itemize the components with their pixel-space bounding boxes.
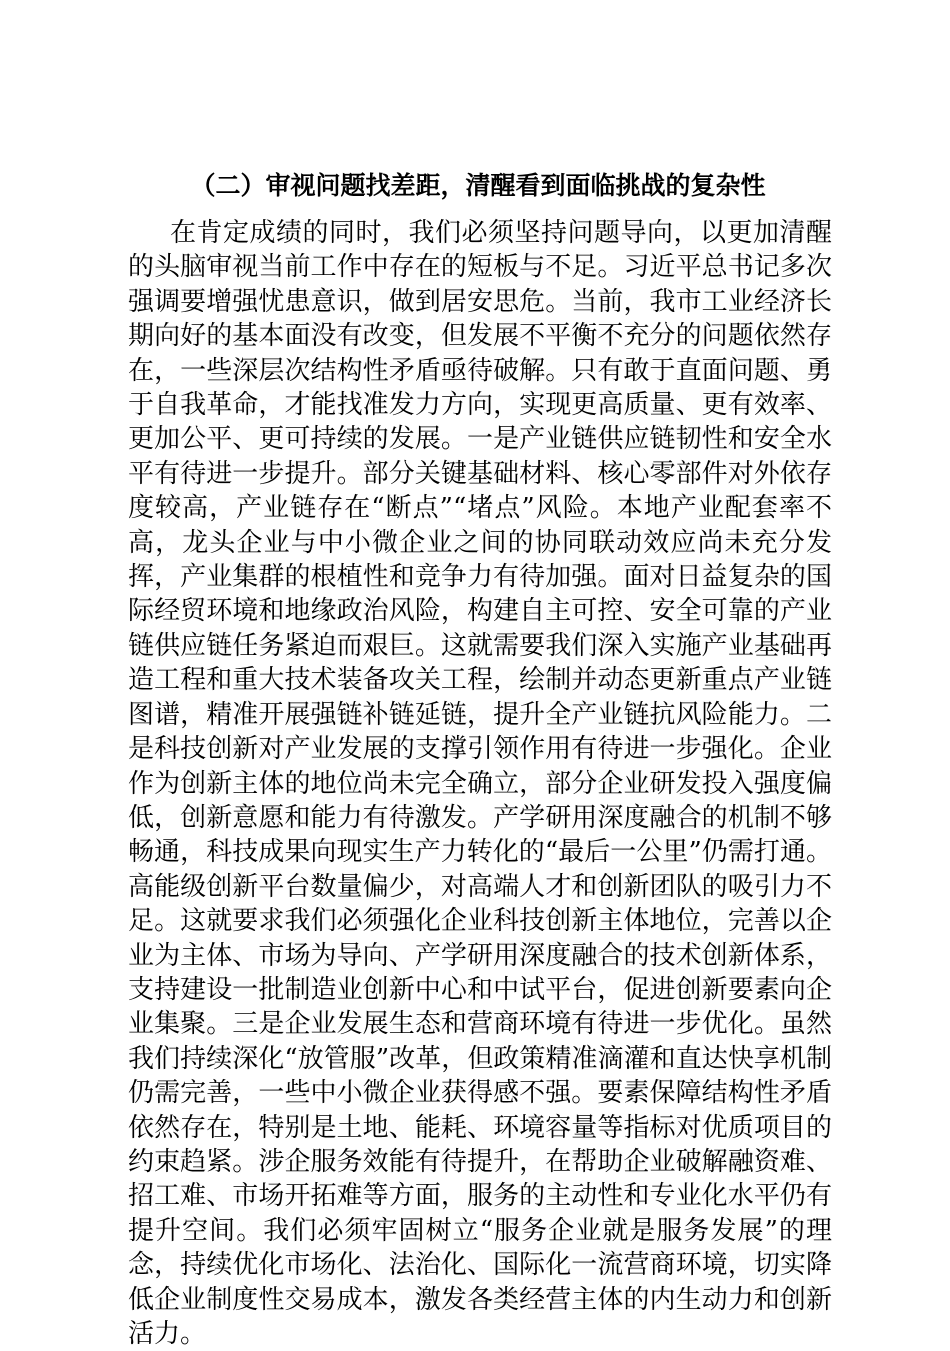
section-heading: （二）审视问题找差距，清醒看到面临挑战的复杂性 (190, 171, 766, 200)
body-paragraph: 在肯定成绩的同时，我们必须坚持问题导向，以更加清醒的头脑审视当前工作中存在的短板与不足。习近平总书记多次强调要增强忧患意识，做到居安思危。当前，我市工业经济长期向好的基本面没有改变，但发展不平衡不充分的问题依然存在，一些深层次结构性矛盾亟待破解。只有敢于直面问题、勇于自我革命，才能找准发力方向，实现更高质量、更有效率、更加公平、更可持续的发展。一是产业链供应链韧性和安全水平有待进一步提升。部分关键基础材料、核心零部件对外依存度较高，产业链存在“断点”“堵点”风险。本地产业配套率不高，龙头企业与中小微企业之间的协同联动效应尚未充分发挥，产业集群的根植性和竞争力有待加强。面对日益复杂的国际经贸环境和地缘政治风险，构建自主可控、安全可靠的产业链供应链任务紧迫而艰巨。这就需要我们深入实施产业基础再造工程和重大技术装备攻关工程，绘制并动态更新重点产业链图谱，精准开展强链补链延链，提升全产业链抗风险能力。二是科技创新对产业发展的支撑引领作用有待进一步强化。企业作为创新主体的地位尚未完全确立，部分企业研发投入强度偏低，创新意愿和能力有待激发。产学研用深度融合的机制不够畅通，科技成果向现实生产力转化的“最后一公里”仍需打通。高能级创新平台数量偏少，对高端人才和创新团队的吸引力不足。这就要求我们必须强化企业科技创新主体地位，完善以企业为主体、市场为导向、产学研用深度融合的技术创新体系，支持建设一批制造业创新中心和中试平台，促进创新要素向企业集聚。三是企业发展生态和营商环境有待进一步优化。虽然我们持续深化“放管服”改革，但政策精准滴灌和直达快享机制仍需完善，一些中小微企业获得感不强。要素保障结构性矛盾依然存在，特别是土地、能耗、环境容量等指标对优质项目的约束趋紧。涉企服务效能有待提升，在帮助企业破解融资难、招工难、市场开拓难等方面，服务的主动性和专业化水平仍有提升空间。我们必须牢固树立“服务企业就是服务发展”的理念，持续优化市场化、法治化、国际化一流营商环境，切实降低企业制度性交易成本，激发各类经营主体的内生动力和创新活力。 (128, 218, 832, 1349)
